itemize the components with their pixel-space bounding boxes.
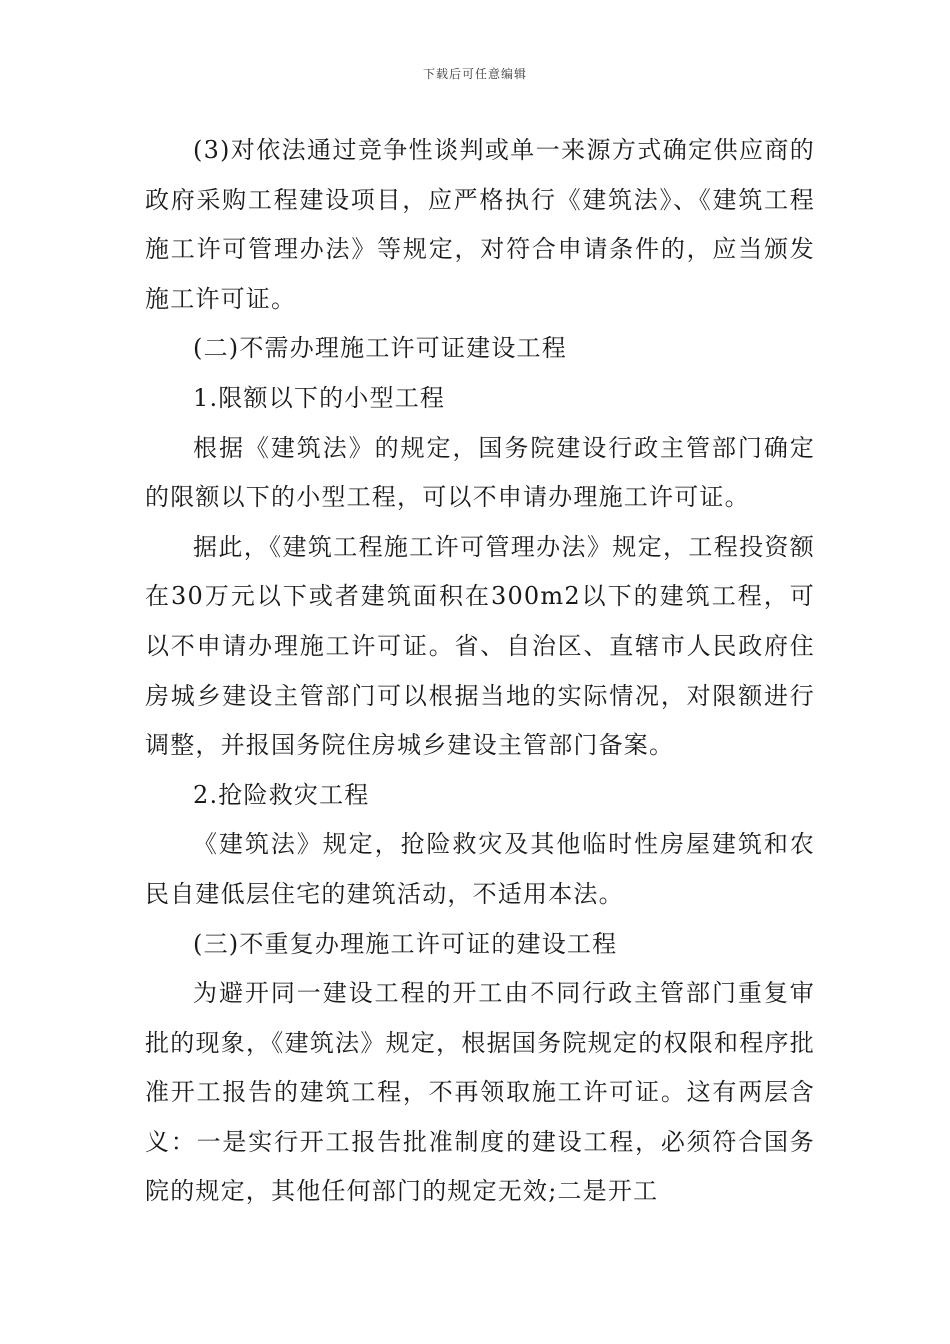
section-heading-no-permit-needed: (二)不需办理施工许可证建设工程 (193, 334, 567, 363)
section-heading-no-duplicate-permit: (三)不重复办理施工许可证的建设工程 (193, 929, 618, 958)
paragraph-emergency-law: 《建筑法》规定，抢险救灾及其他临时性房屋建筑和农民自建低层住宅的建筑活动，不适用本法。 (145, 830, 815, 908)
subheading-emergency-projects: 2.抢险救灾工程 (193, 780, 370, 809)
paragraph-duplicate-approval: 为避开同一建设工程的开工由不同行政主管部门重复审批的现象，《建筑法》规定，根据国务院规定的权限和程序批准开工报告的建筑工程，不再领取施工许可证。这有两层含义：一是实行开工报告批准制度的建设工程，必须符合国务院的规定，其他任何部门的规定无效;二是开工 (145, 979, 815, 1206)
paragraph-small-projects-law: 根据《建筑法》的规定，国务院建设行政主管部门确定的限额以下的小型工程，可以不申请办理施工许可证。 (145, 433, 815, 512)
paragraph-procurement-projects: (3)对依法通过竞争性谈判或单一来源方式确定供应商的政府采购工程建设项目，应严格执行《建筑法》、《建筑工程施工许可管理办法》等规定，对符合申请条件的，应当颁发施工许可证。 (145, 136, 815, 313)
page-header-note: 下载后可任意编辑 (422, 67, 527, 81)
paragraph-threshold-rules: 据此，《建筑工程施工许可管理办法》规定，工程投资额在30万元以下或者建筑面积在300m2以下的建筑工程，可以不申请办理施工许可证。省、自治区、直辖市人民政府住房城乡建设主管部门可以根据当地的实际情况，对限额进行调整，并报国务院住房城乡建设主管部门备案。 (145, 532, 815, 760)
subheading-small-projects: 1.限额以下的小型工程 (193, 383, 446, 412)
document-body (145, 126, 815, 1217)
